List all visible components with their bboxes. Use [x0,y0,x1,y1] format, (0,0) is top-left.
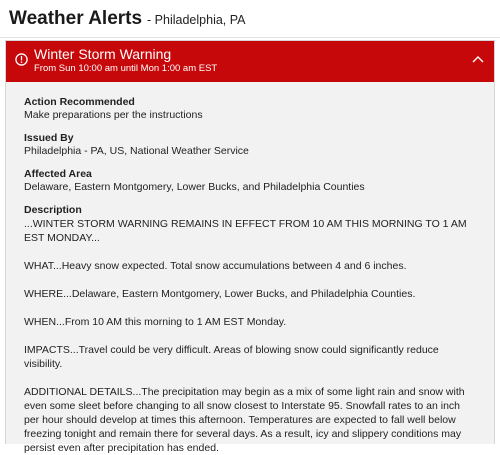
issued-value: Philadelphia - PA, US, National Weather Service [24,145,249,157]
description-section [24,204,475,455]
issued-label: Issued By [24,132,74,144]
area-label: Affected Area [24,168,92,180]
description-paragraph: WHERE...Delaware, Eastern Montgomery, Lower Bucks, and Philadelphia Counties. [24,288,416,300]
description-paragraph: WHAT...Heavy snow expected. Total snow accumulations between 4 and 6 inches. [24,260,407,272]
alert-time-range: From Sun 10:00 am until Mon 1:00 am EST [34,63,218,74]
action-value: Make preparations per the instructions [24,109,203,121]
area-section [24,168,475,194]
issued-section [24,132,475,158]
page-title: Weather Alerts [9,7,143,29]
alert-banner[interactable] [6,41,494,82]
location-label: - Philadelphia, PA [147,12,246,27]
action-label: Action Recommended [24,96,135,108]
description-paragraph: WHEN...From 10 AM this morning to 1 AM EST Monday. [24,316,287,328]
alert-title: Winter Storm Warning [34,46,172,62]
chevron-up-icon[interactable] [472,55,484,63]
page-header [0,0,500,38]
area-value: Delaware, Eastern Montgomery, Lower Bucks, and Philadelphia Counties [24,181,365,193]
alert-card [5,40,495,454]
warning-circle-icon [15,53,28,66]
alert-details [6,82,494,455]
description-paragraph: IMPACTS...Travel could be very difficult. Areas of blowing snow could significantly reduce visibility. [24,344,439,370]
description-label: Description [24,204,82,216]
description-paragraph: ...WINTER STORM WARNING REMAINS IN EFFECT FROM 10 AM THIS MORNING TO 1 AM EST MONDAY... [24,218,467,244]
action-section [24,96,475,122]
description-paragraph: ADDITIONAL DETAILS...The precipitation may begin as a mix of some light rain and snow with even some sleet before changing to all snow closest to Interstate 95. Snowfall rates to an inch per hour should develop at times this afternoon. Temperatures are expected to fall well below freezing tonight and remain there for several days. As a result, icy and slippery conditions may persist even after precipitation has ended. [24,386,465,454]
